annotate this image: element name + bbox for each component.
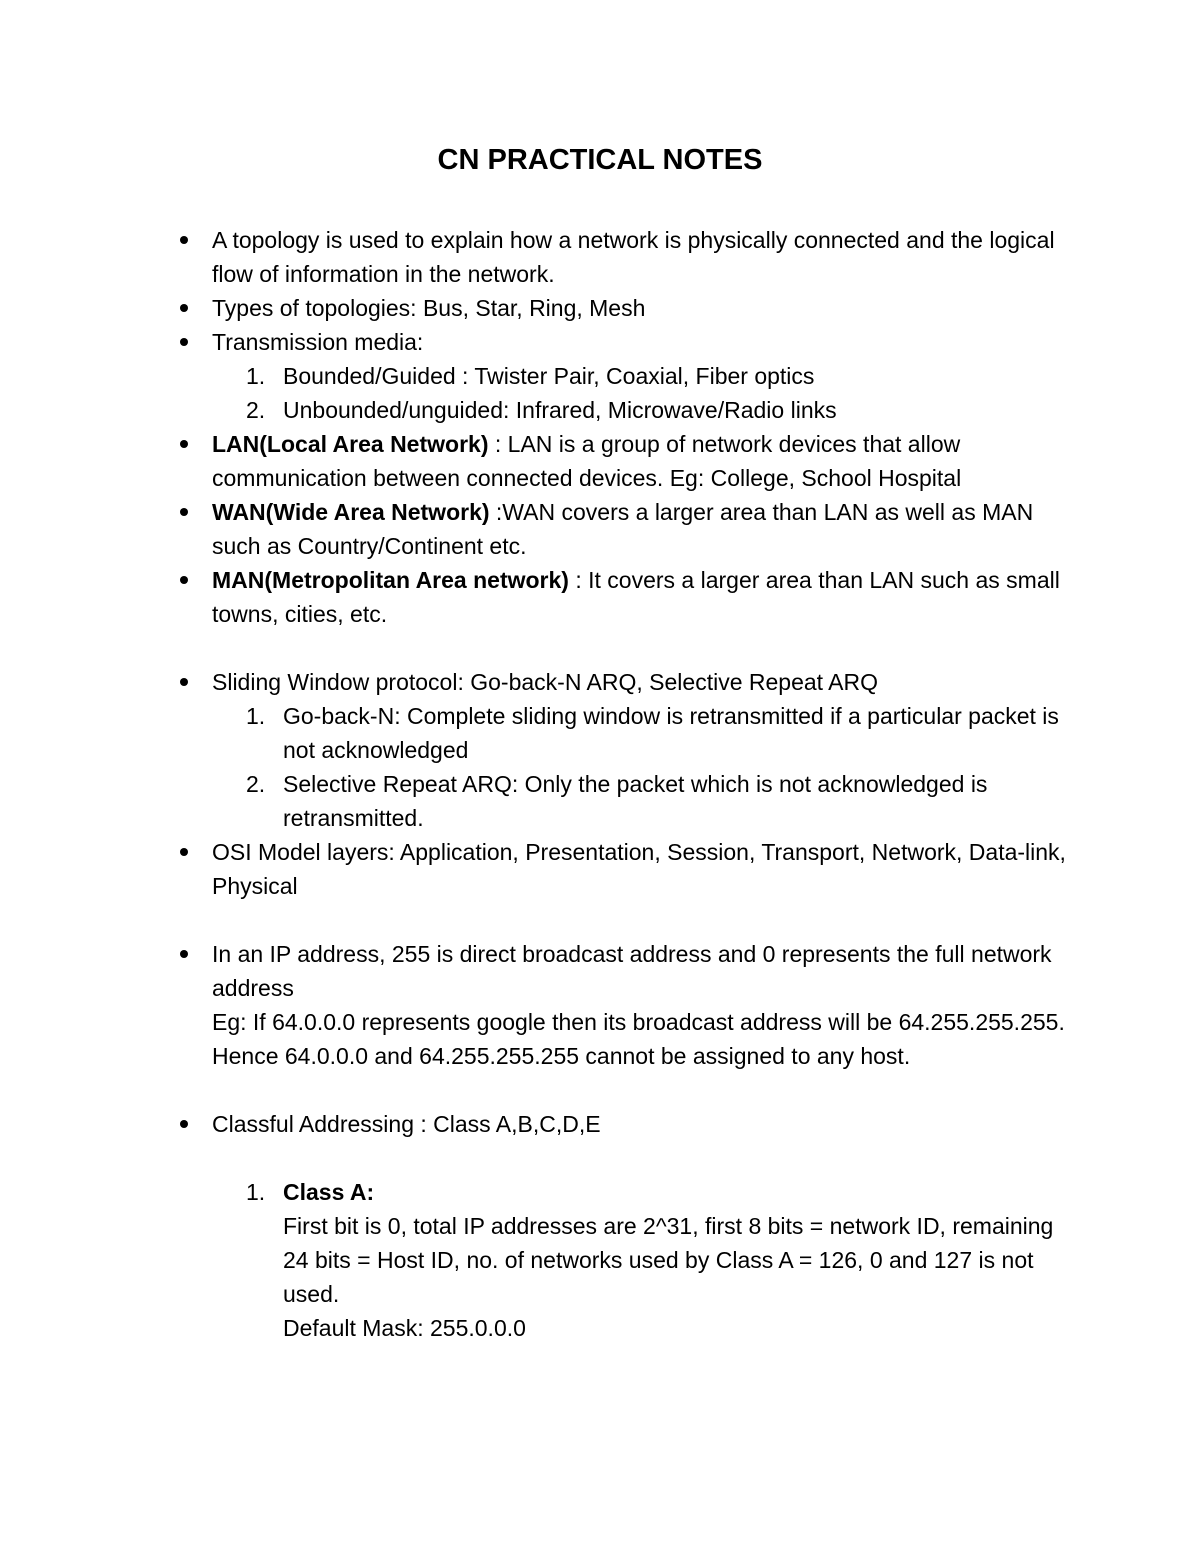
term-lan: LAN(Local Area Network) — [212, 431, 489, 457]
item-text: : LAN is a group of network devices that allow communication between connected devices. Eg: College, School Hospital — [212, 431, 962, 491]
list-item — [180, 223, 1080, 291]
page-title: CN PRACTICAL NOTES — [437, 144, 763, 176]
item-text: Types of topologies: Bus, Star, Ring, Mesh — [212, 295, 646, 321]
item-text: : It covers a larger area than LAN such as small towns, cities, etc. — [212, 567, 1060, 627]
item-number: 1. — [246, 1179, 266, 1205]
item-text: OSI Model layers: Application, Presentation, Session, Transport, Network, Data-link, Physical — [212, 839, 1066, 899]
list-item — [180, 563, 1080, 631]
item-number: 1. — [246, 363, 266, 389]
spacer — [180, 1073, 1080, 1107]
list-item — [180, 835, 1080, 903]
list-item — [180, 937, 1080, 1073]
item-text: Sliding Window protocol: Go-back-N ARQ, Selective Repeat ARQ — [212, 669, 879, 695]
item-text: First bit is 0, total IP addresses are 2^31, first 8 bits = network ID, remaining 24 bits = Host ID, no. of networks used by Class A = 126, 0 and 127 is not used. — [283, 1213, 1054, 1307]
item-text: Bounded/Guided : Twister Pair, Coaxial, Fiber optics — [283, 363, 815, 389]
term-man: MAN(Metropolitan Area network) — [212, 567, 569, 593]
item-text: A topology is used to explain how a network is physically connected and the logical flow of information in the network. — [212, 227, 1055, 287]
spacer — [180, 903, 1080, 937]
item-text: In an IP address, 255 is direct broadcast address and 0 represents the full network address — [212, 941, 1052, 1001]
list-item — [180, 427, 1080, 495]
item-text: Classful Addressing : Class A,B,C,D,E — [212, 1111, 601, 1137]
item-text: Transmission media: — [212, 329, 424, 355]
list-item — [180, 325, 1080, 359]
item-number: 1. — [246, 703, 266, 729]
list-item — [180, 1107, 1080, 1141]
list-item — [180, 291, 1080, 325]
numbered-item — [180, 1175, 1080, 1345]
numbered-item — [180, 359, 1080, 393]
list-item — [180, 665, 1080, 699]
item-text: Go-back-N: Complete sliding window is retransmitted if a particular packet is not acknowledged — [283, 703, 1059, 763]
class-a-title: Class A: — [283, 1179, 375, 1205]
spacer — [180, 631, 1080, 665]
numbered-item — [180, 393, 1080, 427]
numbered-item — [180, 767, 1080, 835]
item-example: Eg: If 64.0.0.0 represents google then its broadcast address will be 64.255.255.255. Hence 64.0.0.0 and 64.255.255.255 cannot be assigned to any host. — [212, 1009, 1065, 1069]
numbered-item — [180, 699, 1080, 767]
list-item — [180, 495, 1080, 563]
item-number: 2. — [246, 397, 266, 423]
item-text: Selective Repeat ARQ: Only the packet which is not acknowledged is retransmitted. — [283, 771, 988, 831]
item-text: Unbounded/unguided: Infrared, Microwave/Radio links — [283, 397, 837, 423]
term-wan: WAN(Wide Area Network) — [212, 499, 490, 525]
notes-list — [180, 223, 1080, 1345]
spacer — [180, 1141, 1080, 1175]
default-mask: Default Mask: 255.0.0.0 — [283, 1315, 526, 1341]
item-text: :WAN covers a larger area than LAN as well as MAN such as Country/Continent etc. — [212, 499, 1034, 559]
item-number: 2. — [246, 771, 266, 797]
